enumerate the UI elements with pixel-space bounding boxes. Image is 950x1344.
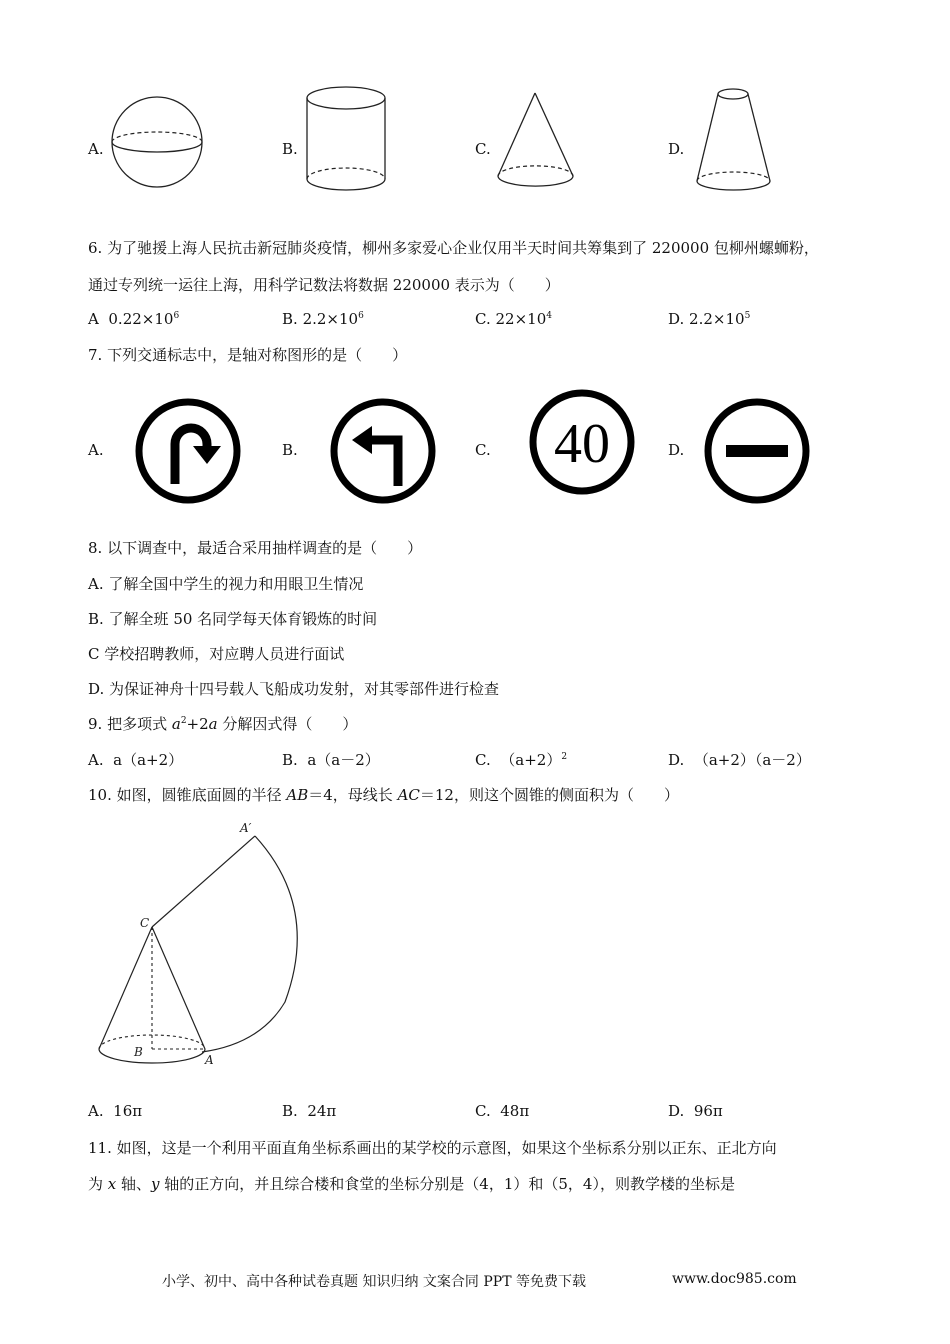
q9-option-b: B. a（a－2） bbox=[282, 751, 380, 769]
q9-option-c: C. $(a+2)^2$ bbox=[475, 751, 568, 769]
q10-option-b: B. 24π bbox=[282, 1102, 337, 1120]
frustum-figure bbox=[693, 85, 775, 193]
q6-stem-line2: 通过专列统一运往上海，用科学记数法将数据 220000 表示为（ ） bbox=[88, 276, 560, 294]
speed-limit-sign-icon bbox=[527, 387, 637, 497]
q5-option-a-label: A. bbox=[88, 140, 104, 158]
q10-stem: 10. 如图，圆锥底面圆的半径 AB＝4，母线长 AC＝12，则这个圆锥的侧面积为（ ） bbox=[88, 786, 679, 804]
q6-stem-line1: 6. 为了驰援上海人民抗击新冠肺炎疫情，柳州多家爱心企业仅用半天时间共筹集到了 220000 包柳州螺蛳粉， bbox=[88, 239, 819, 257]
q5-option-c-label: C. bbox=[475, 140, 491, 158]
q7-option-a-label: A. bbox=[88, 441, 104, 459]
u-turn-sign-icon bbox=[133, 396, 243, 506]
q6-option-c: C. $22\times 10^4$ bbox=[475, 310, 552, 328]
no-entry-sign-icon bbox=[702, 396, 812, 506]
footer-url-link[interactable]: www.doc985.com bbox=[672, 1271, 797, 1287]
label-a-prime: A′ bbox=[240, 821, 252, 835]
cone-net-figure bbox=[90, 812, 310, 1072]
q10-option-c: C. 48π bbox=[475, 1102, 530, 1120]
cylinder-figure bbox=[305, 85, 389, 193]
q7-stem: 7. 下列交通标志中，是轴对称图形的是（ ） bbox=[88, 346, 408, 364]
label-a: A bbox=[205, 1053, 214, 1067]
q6-option-a: A $0.22\times 10^6$ bbox=[88, 310, 180, 328]
q7-option-d-label: D. bbox=[668, 441, 685, 459]
q9-option-a: A. a（a+2） bbox=[88, 751, 184, 769]
q9-stem: 9. 把多项式 $a^2+2a$ 分解因式得（ ） bbox=[88, 715, 358, 733]
q5-option-b-label: B. bbox=[282, 140, 298, 158]
q8-option-b: B. 了解全班 50 名同学每天体育锻炼的时间 bbox=[88, 610, 378, 628]
left-turn-sign-icon bbox=[328, 396, 438, 506]
q8-option-a: A. 了解全国中学生的视力和用眼卫生情况 bbox=[88, 575, 364, 593]
q7-option-b-label: B. bbox=[282, 441, 298, 459]
q7-option-c-label: C. bbox=[475, 441, 491, 459]
q10-option-d: D. 96π bbox=[668, 1102, 723, 1120]
cone-figure bbox=[495, 90, 577, 190]
label-c: C bbox=[140, 916, 150, 930]
q8-option-d: D. 为保证神舟十四号载人飞船成功发射，对其零部件进行检查 bbox=[88, 680, 500, 698]
q11-stem-line2: 为 x 轴、y 轴的正方向，并且综合楼和食堂的坐标分别是（4，1）和（5，4），则教学楼的坐标是 bbox=[88, 1175, 735, 1193]
q8-option-c: C 学校招聘教师，对应聘人员进行面试 bbox=[88, 645, 345, 663]
speed-limit-text: 40 bbox=[554, 413, 610, 475]
q5-option-d-label: D. bbox=[668, 140, 685, 158]
q8-stem: 8. 以下调查中，最适合采用抽样调查的是（ ） bbox=[88, 539, 423, 557]
q10-option-a: A. 16π bbox=[88, 1102, 143, 1120]
label-b: B bbox=[134, 1045, 143, 1059]
footer-text: 小学、初中、高中各种试卷真题 知识归纳 文案合同 PPT 等免费下载 bbox=[162, 1274, 586, 1290]
q9-option-d: D. （a+2）（a－2） bbox=[668, 751, 811, 769]
q6-option-b: B. $2.2\times 10^6$ bbox=[282, 310, 364, 328]
sphere-figure bbox=[110, 95, 206, 191]
q11-stem-line1: 11. 如图，这是一个利用平面直角坐标系画出的某学校的示意图，如果这个坐标系分别以正东、正北方向 bbox=[88, 1139, 777, 1157]
q6-option-d: D. $2.2\times 10^5$ bbox=[668, 310, 751, 328]
